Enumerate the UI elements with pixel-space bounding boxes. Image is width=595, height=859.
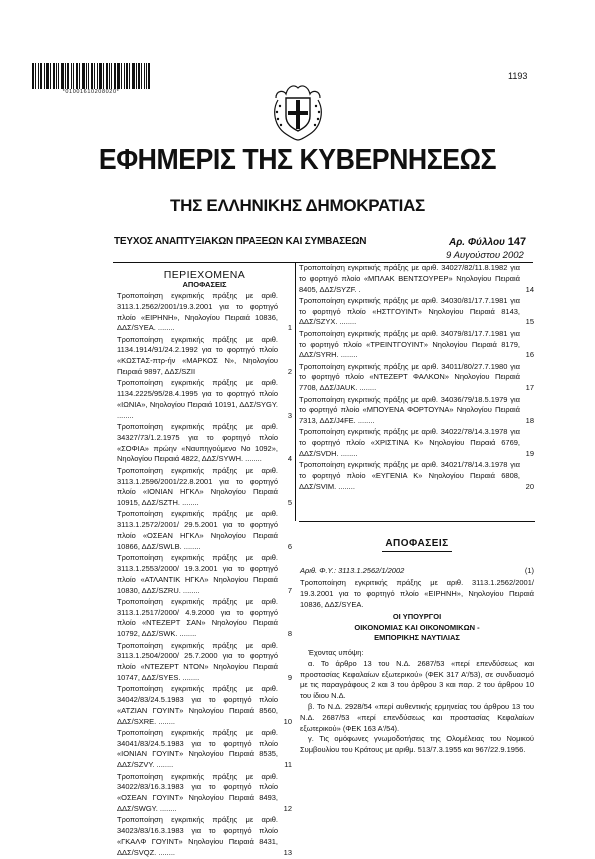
- toc-entry[interactable]: Τροποποίηση εγκριτικής πράξης με αριθ. 34022/83/16.3.1983 για το φορτηγό πλοίο «ΟΣΕΑΝ ΓΟΥΙΝΤ» Νηολογίου Πειραιά 8493, ΔΔΣ/SWGY. ........ 12: [117, 771, 292, 813]
- toc-entry[interactable]: Τροποποίηση εγκριτικής πράξης με αριθ. 3113.1.2517/2000/ 4.9.2000 για το φορτηγό πλοίο «ΝΤΕΖΕΡΤ ΣΑΝ» Νηολογίου Πειραιά 10792, ΔΔΣ/SWK. ........ 8: [117, 596, 292, 639]
- toc-entry[interactable]: Τροποποίηση εγκριτικής πράξης με αριθ. 1134.1914/91/24.2.1992 για το φορτηγό πλοίο «ΚΩΣΤΑΣ-πτρ-ήν «ΜΑΡΚΟΣ Ν», Νηολογίου Πειραιά 9897, ΔΔΣ/SZII 2: [117, 334, 292, 377]
- ministers-heading: [300, 612, 534, 644]
- toc-entry[interactable]: Τροποποίηση εγκριτικής πράξης με αριθ. 34027/82/11.8.1982 για το φορτηγό πλοίο «ΜΠΛΑΚ ΒΕΝΤΣΟΥΡΕΡ» Νηολογίου Πειραιά 8405, ΔΔΣ/SYZF. . 14: [299, 263, 534, 294]
- ministers-line: ΟΙΚΟΝΟΜΙΑΣ ΚΑΙ ΟΙΚΟΝΟΜΙΚΩΝ -: [354, 622, 480, 632]
- considerations: [300, 648, 534, 756]
- barcode-number: *01001610208020*: [62, 89, 120, 95]
- ministers-line: ΟΙ ΥΠΟΥΡΓΟΙ: [392, 612, 442, 621]
- toc-entry[interactable]: Τροποποίηση εγκριτικής πράξης με αριθ. 34023/83/16.3.1983 για το φορτηγό πλοίο «ΓΚΑΛΦ ΓΟΥΙΝΤ» Νηολογίου Πειραιά 8431, ΔΔΣ/SVQZ. ........ 13: [117, 815, 292, 857]
- toc-entry[interactable]: Τροποποίηση εγκριτικής πράξης με αριθ. 34036/79/18.5.1979 για το φορτηγό πλοίο «ΜΠΟΥΕΝΑ ΦΟΡΤΟΥΝΑ» Νηολογίου Πειραιά 7313, ΔΔΣ/J4FE. ........ 18: [299, 394, 534, 426]
- decisions-heading-underline: [382, 551, 452, 552]
- page-number: 1193: [508, 71, 528, 81]
- sheet-value: 147: [507, 236, 527, 248]
- consideration-paragraph: α. Το άρθρο 13 του Ν.Δ. 2687/53 «περί επενδύσεως και προστασίας Κεφαλαίων εξωτερικού» (ΦΕΚ 317 Α'/53), σε συνδυασμό με τις παραγράφους 2 και 3 του άρθρου 3 και παρ. 2 του άρθρου 10 του ίδιου Ν.Δ.: [300, 658, 534, 701]
- toc-heading: ΠΕΡΙΕΧΟΜΕΝΑ: [163, 269, 246, 281]
- barcode: [32, 63, 150, 89]
- sheet-number: [449, 236, 526, 248]
- consideration-paragraph: β. Το Ν.Δ. 2928/54 «περί αυθεντικής ερμηνείας του άρθρου 13 του Ν.Δ. 2687/53 «περί επενδύσεως και προστασίας Κεφαλαίων εξωτερικού» (ΦΕΚ 163 Α'/54).: [300, 701, 534, 733]
- toc-right-column: [299, 263, 534, 493]
- toc-entry[interactable]: Τροποποίηση εγκριτικής πράξης με αριθ. 3113.1.2504/2000/ 25.7.2000 για το φορτηγό πλοίο «ΝΤΕΖΕΡΤ ΝΤΟΝ» Νηολογίου Πειραιά 10747, ΔΔΣ/SYES. ........ 9: [117, 640, 292, 682]
- toc-end-divider: [299, 521, 535, 522]
- decision-intro: Τροποποίηση εγκριτικής πράξης με αριθ. 3113.1.2562/2001/ 19.3.2001 για το φορτηγό πλοίο «ΕΙΡΗΝΗ», Νηολογίου Πειραιά 10836, ΔΔΣ/SYEA.: [300, 578, 534, 609]
- toc-entry[interactable]: Τροποποίηση εγκριτικής πράξης με αριθ. 34022/78/14.3.1978 για το φορτηγό πλοίο «ΧΡΙΣΤΙΝΑ Κ» Νηολογίου Πειραιά 6769, ΔΔΣ/SVDH. ........ 19: [299, 427, 534, 459]
- toc-entry[interactable]: Τροποποίηση εγκριτικής πράξης με αριθ. 34042/83/24.5.1983 για το φορτηγό πλοίο «ΑΤΖΙΑΝ ΓΟΥΙΝΤ» Νηολογίου Πειραιά 8560, ΔΔΣ/SXRE. ........ 10: [117, 684, 292, 726]
- toc-entry[interactable]: Τροποποίηση εγκριτικής πράξης με αριθ. 34041/83/24.5.1983 για το φορτηγό πλοίο «ΙΟΝΙΑΝ ΓΟΥΙΝΤ» Νηολογίου Πειραιά 8535, ΔΔΣ/SZVY. ........ 11: [117, 727, 292, 770]
- toc-subheading: ΑΠΟΦΑΣΕΙΣ: [182, 280, 227, 289]
- toc-entry[interactable]: Τροποποίηση εγκριτικής πράξης με αριθ. 3113.1.2572/2001/ 29.5.2001 για το φορτηγό πλοίο «ΟΣΕΑΝ ΗΓΚΛ» Νηολογίου Πειραιά 10866, ΔΔΣ/SWLB. ........ 6: [117, 509, 292, 551]
- gazette-title: ΕΦΗΜΕΡΙΣ ΤΗΣ ΚΥΒΕΡΝΗΣΕΩΣ: [98, 144, 497, 176]
- toc-entry[interactable]: Τροποποίηση εγκριτικής πράξης με αριθ. 34011/80/27.7.1980 για το φορτηγό πλοίο «ΝΤΕΖΕΡΤ ΦΑΛΚΟΝ» Νηολογίου Πειραιά 7708, ΔΔΣ/JAUK. ........ 17: [299, 361, 534, 393]
- toc-entry[interactable]: Τροποποίηση εγκριτικής πράξης με αριθ. 3113.1.2562/2001/19.3.2001 για το φορτηγό πλοίο «ΕΙΡΗΝΗ», Νηολογίου Πειραιά 10836, ΔΔΣ/SYEA. ........ 1: [117, 291, 292, 333]
- gazette-subtitle: ΤΗΣ ΕΛΛΗΝΙΚΗΣ ΔΗΜΟΚΡΑΤΙΑΣ: [170, 196, 425, 215]
- toc-entry[interactable]: Τροποποίηση εγκριτικής πράξης με αριθ. 34079/81/17.7.1981 για το φορτηγό πλοίο «ΤΡΕΙΝΤΓΟΥΙΝΤ» Νηολογίου Πειραιά 8179, ΔΔΣ/SYRH. ........ 16: [299, 328, 534, 360]
- column-divider: [295, 263, 296, 521]
- ministers-line: ΕΜΠΟΡΙΚΗΣ ΝΑΥΤΙΛΙΑΣ: [374, 633, 460, 642]
- sheet-label: Αρ. Φύλλου: [449, 237, 505, 248]
- toc-entry[interactable]: Τροποποίηση εγκριτικής πράξης με αριθ. 1134.2225/95/28.4.1995 για το φορτηγό πλοίο «ΙΩΝΙΑ», Νηολογίου Πειραιά 10191, ΔΔΣ/SYGY. ........ 3: [117, 378, 292, 420]
- decisions-heading: ΑΠΟΦΑΣΕΙΣ: [385, 538, 449, 549]
- issue-date: 9 Αυγούστου 2002: [446, 250, 524, 261]
- coat-of-arms-icon: [268, 80, 328, 142]
- toc-entry[interactable]: Τροποποίηση εγκριτικής πράξης με αριθ. 3113.1.2596/2001/22.8.2001 για το φορτηγό πλοίο «ΙΟΝΙΑΝ ΗΓΚΛ» Νηολογίου Πειραιά 10915, ΔΔΣ/SZTH. ........ 5: [117, 465, 292, 508]
- consideration-paragraph: γ. Τις ομόφωνες γνωμοδοτήσεις της Ολομέλειας του Νομικού Συμβουλίου του Κράτους με αριθμ. 513/7.3.1955 και 967/22.9.1956.: [300, 734, 534, 755]
- toc-left-column: [117, 291, 292, 859]
- toc-entry[interactable]: Τροποποίηση εγκριτικής πράξης με αριθ. 3113.1.2553/2000/ 19.3.2001 για το φορτηγό πλοίο «ΑΤΛΑΝΤΙΚ ΗΓΚΛ» Νηολογίου Πειραιά 10830, ΔΔΣ/SZRU. ........ 7: [117, 553, 292, 595]
- toc-entry[interactable]: Τροποποίηση εγκριτικής πράξης με αριθ. 34327/73/1.2.1975 για το φορτηγό πλοίο «ΣΟΦΙΑ» πρώην «Ναυπηγούμενο Νο 1092», Νηολογίου Πειραιά 4822, ΔΔΣ/SYWH. ........ 4: [117, 422, 292, 464]
- toc-entry[interactable]: Τροποποίηση εγκριτικής πράξης με αριθ. 34030/81/17.7.1981 για το φορτηγό πλοίο «ΗΣΤΓΟΥΙΝΤ» Νηολογίου Πειραιά 8143, ΔΔΣ/SZYX. ........ 15: [299, 295, 534, 327]
- decision-reference: [300, 566, 534, 575]
- toc-entry[interactable]: Τροποποίηση εγκριτικής πράξης με αριθ. 34021/78/14.3.1978 για το φορτηγό πλοίο «ΕΥΓΕΝΙΑ Κ» Νηολογίου Πειραιά 6808, ΔΔΣ/SVIM. ........ 20: [299, 460, 534, 491]
- considering-label: Έχοντας υπόψη:: [308, 648, 364, 657]
- decision-ref-number: (1): [524, 566, 534, 575]
- issue-series: ΤΕΥΧΟΣ ΑΝΑΠΤΥΞΙΑΚΩΝ ΠΡΑΞΕΩΝ ΚΑΙ ΣΥΜΒΑΣΕΩΝ: [114, 236, 367, 247]
- decision-ref-text: Αριθ. Φ.Υ.: 3113.1.2562/1/2002: [300, 566, 405, 575]
